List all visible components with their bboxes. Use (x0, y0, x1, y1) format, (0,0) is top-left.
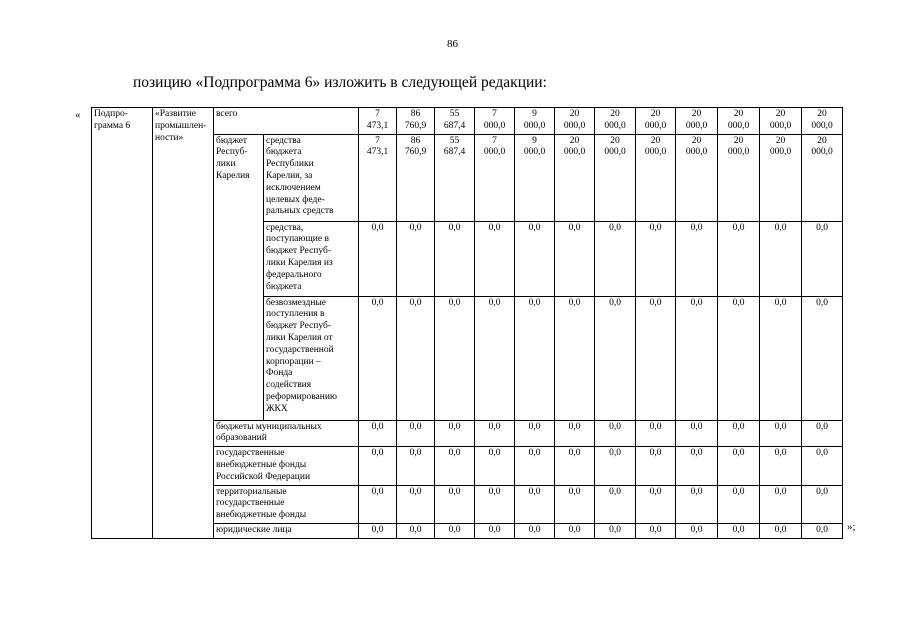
value-cell: 0,0 (475, 420, 515, 447)
value-cell: 0,0 (475, 447, 515, 485)
value-cell: 9 000,0 (515, 108, 555, 135)
value-cell: 0,0 (435, 296, 475, 420)
row-label: территориальные государственные внебюджетные фонды (214, 485, 359, 523)
value-cell: 0,0 (760, 485, 802, 523)
table-row (92, 108, 843, 135)
value-cell: 20 000,0 (802, 108, 843, 135)
value-cell: 0,0 (475, 221, 515, 296)
value-cell: 0,0 (760, 420, 802, 447)
value-cell: 20 000,0 (718, 134, 760, 221)
value-cell: 0,0 (595, 447, 636, 485)
value-cell: 20 000,0 (636, 134, 676, 221)
value-cell: 9 000,0 (515, 134, 555, 221)
subprogram-cell: Подпро- грамма 6 (92, 108, 153, 539)
value-cell: 0,0 (802, 420, 843, 447)
value-cell: 86 760,9 (397, 134, 435, 221)
value-cell: 0,0 (397, 523, 435, 538)
value-cell: 0,0 (636, 420, 676, 447)
value-cell: 0,0 (760, 221, 802, 296)
value-cell: 0,0 (359, 420, 397, 447)
value-cell: 0,0 (397, 420, 435, 447)
value-cell: 0,0 (676, 523, 718, 538)
row-label: государственные внебюджетные фонды Российской Федерации (214, 447, 359, 485)
value-cell: 55 687,4 (435, 108, 475, 135)
value-cell: 20 000,0 (636, 108, 676, 135)
value-cell: 20 000,0 (676, 108, 718, 135)
value-cell: 0,0 (760, 447, 802, 485)
value-cell: 0,0 (760, 296, 802, 420)
value-cell: 0,0 (555, 420, 595, 447)
value-cell: 0,0 (718, 420, 760, 447)
opening-quote: « (75, 109, 81, 121)
value-cell: 20 000,0 (595, 108, 636, 135)
value-cell: 0,0 (359, 221, 397, 296)
value-cell: 0,0 (515, 296, 555, 420)
value-cell: 0,0 (555, 447, 595, 485)
value-cell: 20 000,0 (595, 134, 636, 221)
value-cell: 20 000,0 (718, 108, 760, 135)
page-number: 86 (447, 38, 458, 50)
value-cell: 0,0 (802, 523, 843, 538)
value-cell: 0,0 (515, 221, 555, 296)
value-cell: 0,0 (435, 420, 475, 447)
value-cell: 0,0 (555, 523, 595, 538)
value-cell: 7 000,0 (475, 108, 515, 135)
value-cell: 0,0 (760, 523, 802, 538)
value-cell: 20 000,0 (802, 134, 843, 221)
value-cell: 0,0 (802, 447, 843, 485)
value-cell: 0,0 (718, 296, 760, 420)
value-cell: 7 473,1 (359, 108, 397, 135)
value-cell: 0,0 (435, 447, 475, 485)
value-cell: 0,0 (397, 221, 435, 296)
value-cell: 0,0 (802, 296, 843, 420)
group-label: бюджет Респуб- лики Карелия (214, 134, 264, 420)
value-cell: 0,0 (676, 485, 718, 523)
value-cell: 0,0 (359, 523, 397, 538)
value-cell: 0,0 (676, 221, 718, 296)
value-cell: 0,0 (718, 221, 760, 296)
value-cell: 0,0 (636, 523, 676, 538)
value-cell: 20 000,0 (760, 108, 802, 135)
value-cell: 0,0 (555, 221, 595, 296)
program-name-cell: «Развитие промышлен- ности» (153, 108, 214, 539)
value-cell: 0,0 (676, 296, 718, 420)
value-cell: 20 000,0 (555, 134, 595, 221)
row-label: безвозмездные поступления в бюджет Респуб- лики Карелия от государственной корпорации – Фонда содействия реформированию ЖКХ (264, 296, 359, 420)
row-label: бюджеты муниципальных образований (214, 420, 359, 447)
value-cell: 0,0 (802, 221, 843, 296)
value-cell: 0,0 (435, 485, 475, 523)
value-cell: 0,0 (636, 296, 676, 420)
value-cell: 0,0 (718, 447, 760, 485)
value-cell: 0,0 (397, 485, 435, 523)
value-cell: 0,0 (676, 420, 718, 447)
value-cell: 0,0 (636, 221, 676, 296)
value-cell: 0,0 (515, 447, 555, 485)
value-cell: 0,0 (475, 485, 515, 523)
value-cell: 7 000,0 (475, 134, 515, 221)
value-cell: 0,0 (595, 296, 636, 420)
value-cell: 0,0 (359, 447, 397, 485)
value-cell: 0,0 (475, 523, 515, 538)
closing-quote: »; (847, 521, 856, 533)
value-cell: 0,0 (475, 296, 515, 420)
value-cell: 0,0 (595, 221, 636, 296)
row-label: юридические лица (214, 523, 359, 538)
value-cell: 0,0 (676, 447, 718, 485)
value-cell: 0,0 (595, 420, 636, 447)
value-cell: 0,0 (595, 523, 636, 538)
value-cell: 20 000,0 (760, 134, 802, 221)
value-cell: 0,0 (802, 485, 843, 523)
value-cell: 0,0 (359, 296, 397, 420)
value-cell: 20 000,0 (676, 134, 718, 221)
value-cell: 55 687,4 (435, 134, 475, 221)
value-cell: 0,0 (515, 523, 555, 538)
value-cell: 0,0 (397, 447, 435, 485)
value-cell: 0,0 (636, 485, 676, 523)
value-cell: 0,0 (595, 485, 636, 523)
row-label: всего (214, 108, 359, 135)
value-cell: 0,0 (515, 420, 555, 447)
value-cell: 7 473,1 (359, 134, 397, 221)
value-cell: 0,0 (555, 485, 595, 523)
value-cell: 0,0 (435, 523, 475, 538)
value-cell: 0,0 (359, 485, 397, 523)
value-cell: 0,0 (515, 485, 555, 523)
value-cell: 0,0 (555, 296, 595, 420)
intro-text: позицию «Подпрограмма 6» изложить в следующей редакции: (133, 74, 547, 91)
row-label: средства, поступающие в бюджет Респуб- лики Карелия из федерального бюджета (264, 221, 359, 296)
value-cell: 0,0 (636, 447, 676, 485)
value-cell: 0,0 (397, 296, 435, 420)
row-label: средства бюджета Республики Карелия, за исключением целевых феде- ральных средств (264, 134, 359, 221)
value-cell: 0,0 (718, 523, 760, 538)
value-cell: 20 000,0 (555, 108, 595, 135)
value-cell: 86 760,9 (397, 108, 435, 135)
funding-table (91, 107, 843, 539)
value-cell: 0,0 (718, 485, 760, 523)
value-cell: 0,0 (435, 221, 475, 296)
